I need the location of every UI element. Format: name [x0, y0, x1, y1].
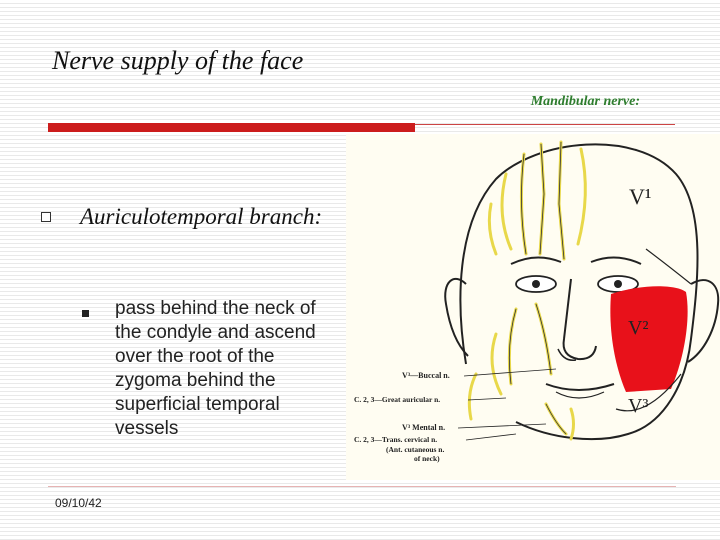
bullet-text: pass behind the neck of the condyle and ascend over the root of the zygoma behind the superficial temporal vessels [115, 298, 316, 439]
zone-label-v2: V² [628, 317, 649, 339]
title-underline-bar [48, 123, 415, 132]
left-ear [445, 279, 468, 356]
section-heading: Auriculotemporal branch: [80, 204, 323, 229]
face-nerve-diagram [346, 134, 720, 480]
footer-divider [48, 486, 676, 487]
footer-date: 09/10/42 [55, 496, 102, 510]
zone-label-v3: V³ [628, 395, 649, 417]
label-of-neck: of neck) [414, 454, 440, 463]
title-underline-thin [415, 124, 675, 125]
mouth [546, 384, 614, 390]
label-great-auricular-nerve: C. 2, 3—Great auricular n. [354, 395, 441, 404]
filled-square-bullet-icon [82, 310, 89, 317]
nose [564, 279, 596, 359]
maxillary-region-shade [610, 286, 687, 392]
label-anterior-cutaneous-nerve: (Ant. cutaneous n. [386, 445, 445, 454]
hollow-square-bullet-icon [41, 212, 51, 222]
slide-title: Nerve supply of the face [52, 46, 304, 75]
left-eyebrow [511, 257, 561, 264]
label-mental-nerve: V³ Mental n. [402, 423, 446, 432]
label-buccal-nerve: V³—Buccal n. [402, 371, 450, 380]
zone-label-v1: V¹ [629, 184, 652, 209]
face-nerve-illustration [346, 134, 720, 480]
slide-subtitle: Mandibular nerve: [530, 94, 640, 109]
label-transverse-cervical-nerve: C. 2, 3—Trans. cervical n. [354, 435, 438, 444]
right-eyebrow [591, 257, 641, 264]
